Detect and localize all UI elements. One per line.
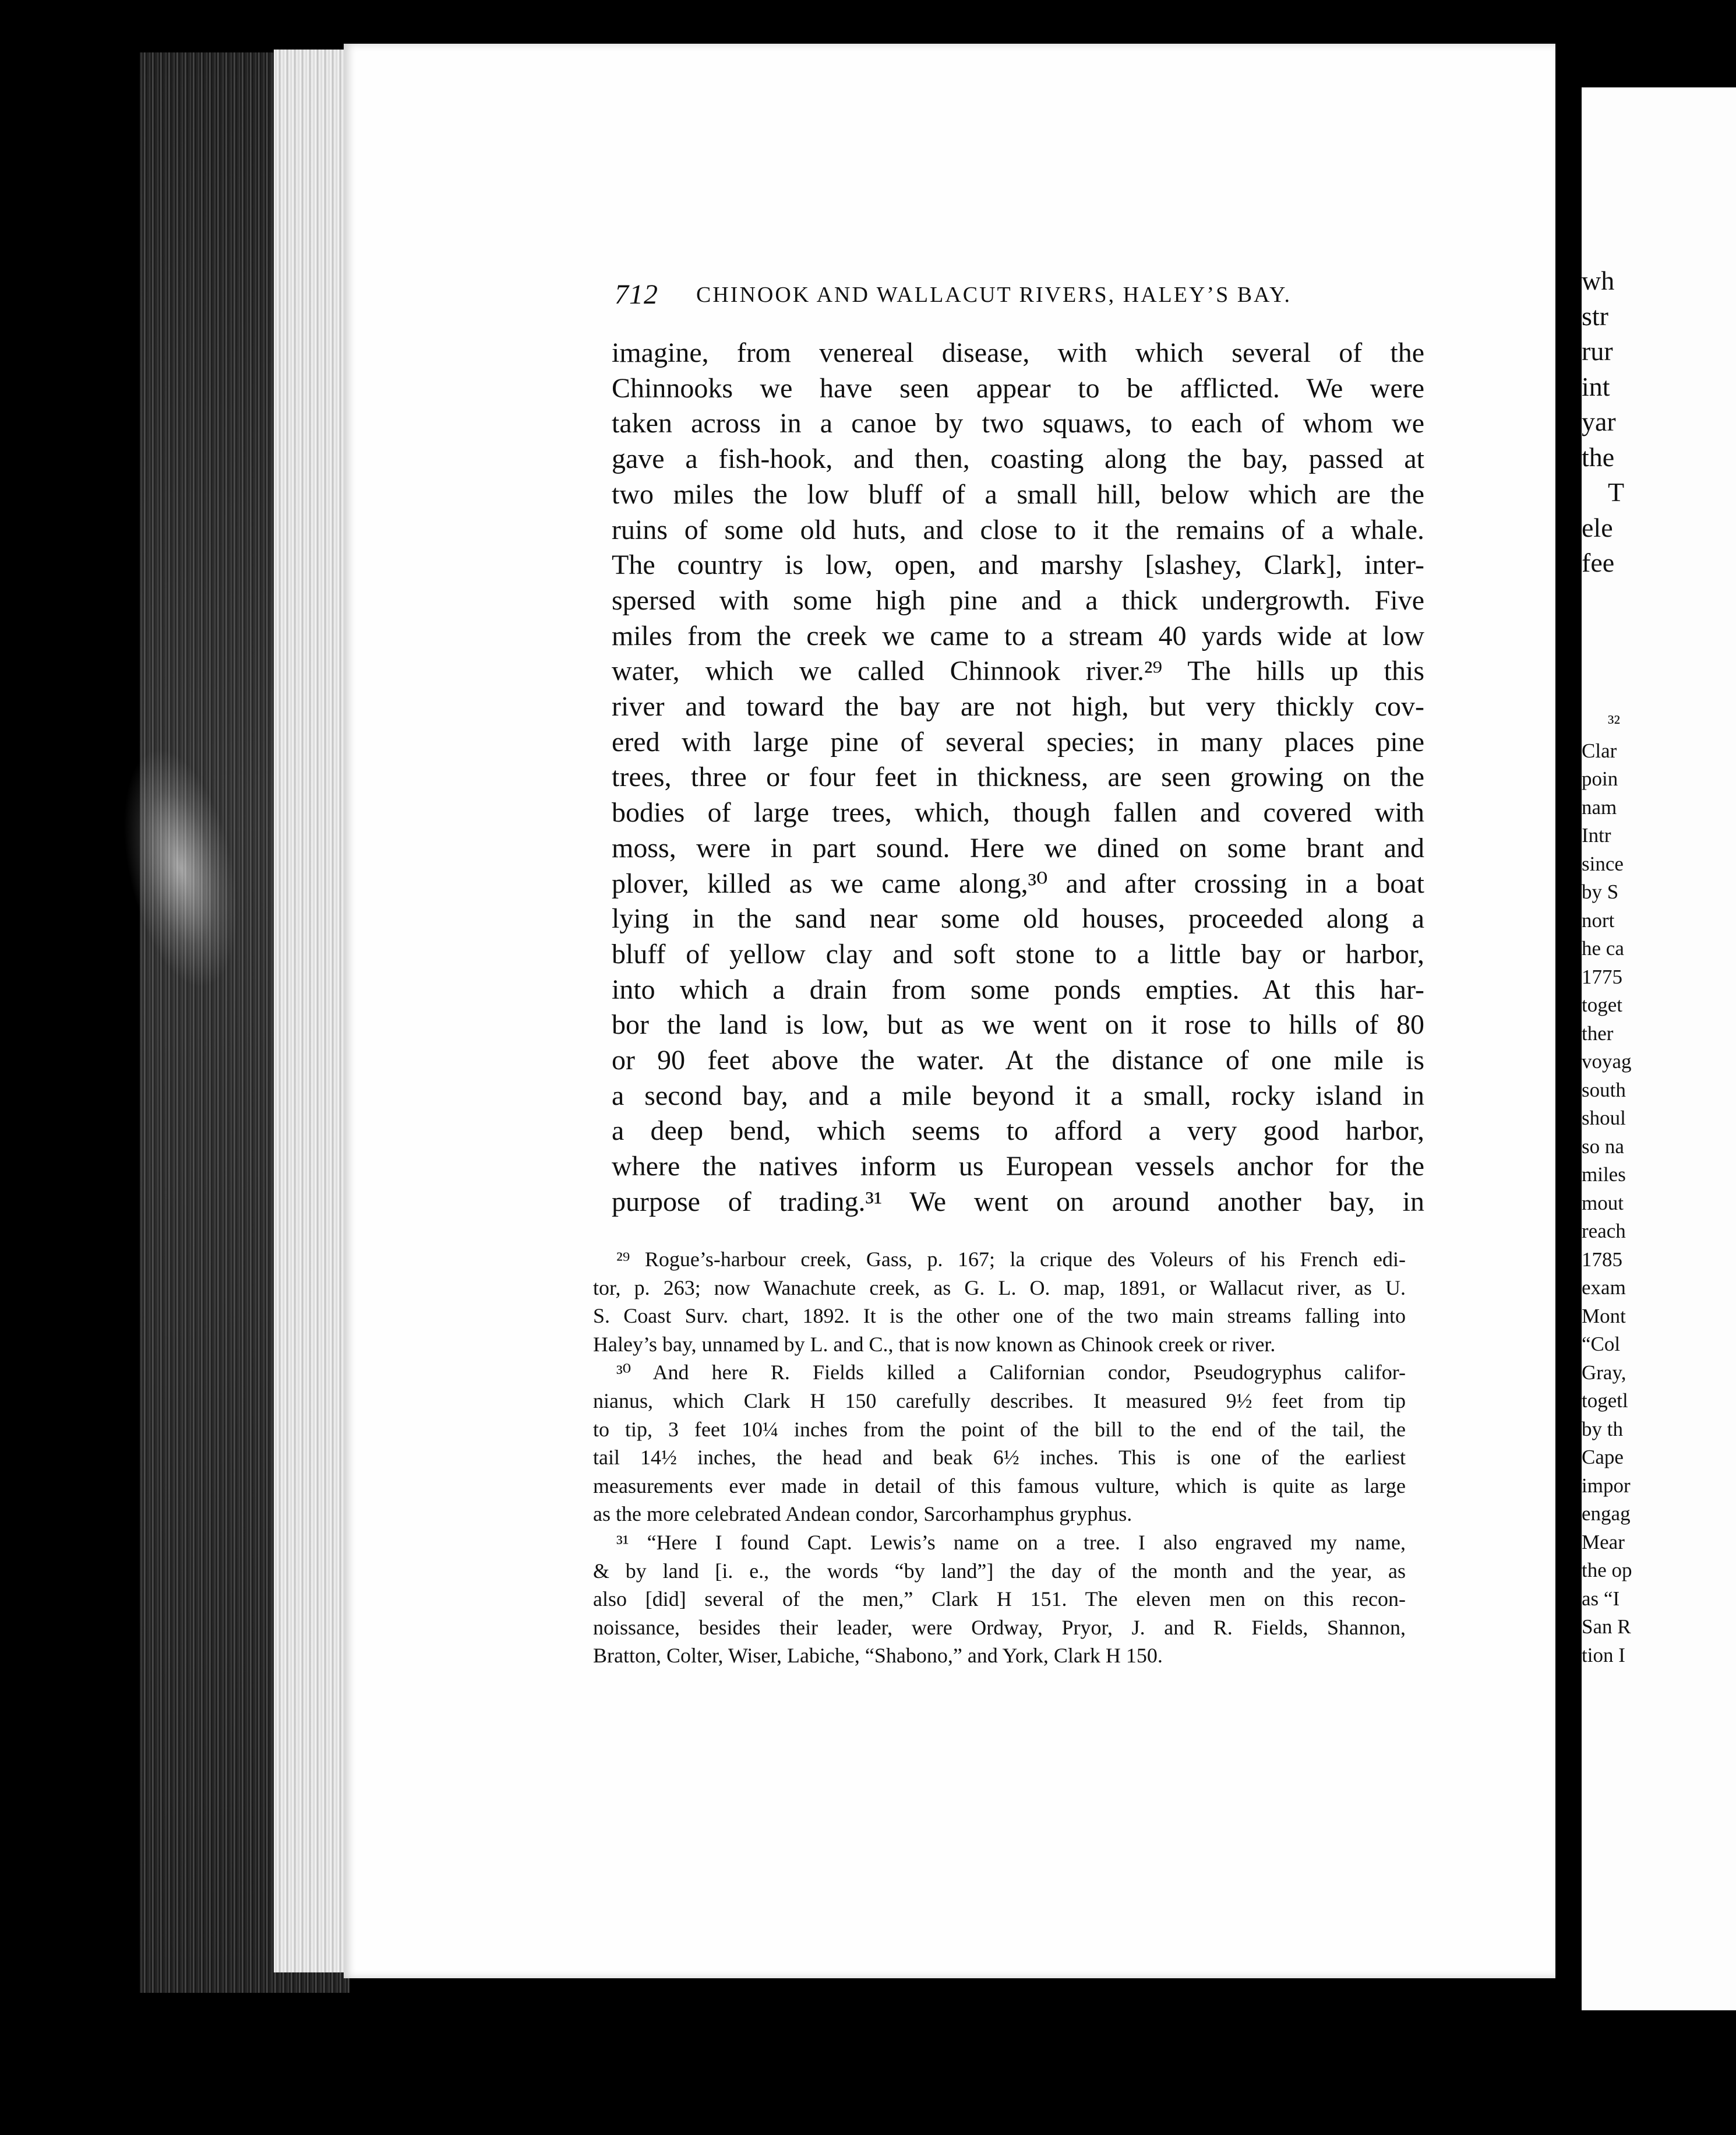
right-page-note-line: ³² bbox=[1608, 711, 1620, 734]
body-line: or 90 feet above the water. At the distance of one mile is bbox=[612, 1045, 1424, 1076]
right-page-note-line: so na bbox=[1582, 1135, 1624, 1158]
footnote-line: S. Coast Surv. chart, 1892. It is the other one of the two main streams falling into bbox=[593, 1304, 1406, 1328]
body-line: moss, were in part sound. Here we dined on some brant and bbox=[612, 832, 1424, 864]
body-line: plover, killed as we came along,³⁰ and after crossing in a boat bbox=[612, 868, 1424, 899]
body-line: a second bay, and a mile beyond it a small, rocky island in bbox=[612, 1080, 1424, 1111]
right-page-line: ele bbox=[1582, 512, 1613, 542]
body-line: bluff of yellow clay and soft stone to a little bay or harbor, bbox=[612, 938, 1424, 970]
right-page-line: T bbox=[1608, 477, 1625, 507]
body-line: lying in the sand near some old houses, proceeded along a bbox=[612, 903, 1424, 935]
right-page-note-line: reach bbox=[1582, 1220, 1626, 1242]
right-page-note-line: 1775 bbox=[1582, 965, 1622, 988]
right-page-note-line: “Col bbox=[1582, 1333, 1621, 1355]
footnote-line: ³¹ “Here I found Capt. Lewis’s name on a tree. I also engraved my name, bbox=[616, 1531, 1406, 1554]
footnote-line: tail 14½ inches, the head and beak 6½ inches. This is one of the earliest bbox=[593, 1446, 1406, 1470]
body-line: ered with large pine of several species; in many places pine bbox=[612, 726, 1424, 758]
body-line: imagine, from venereal disease, with which several of the bbox=[612, 337, 1424, 368]
footnote-line: Bratton, Colter, Wiser, Labiche, “Shabono,” and York, Clark H 150. bbox=[593, 1644, 1163, 1668]
right-page-note-line: exam bbox=[1582, 1276, 1626, 1299]
page-number: 712 bbox=[615, 279, 658, 310]
right-page-note-line: south bbox=[1582, 1078, 1626, 1101]
body-line: purpose of trading.³¹ We went on around another bay, in bbox=[612, 1186, 1424, 1217]
right-page-note-line: engag bbox=[1582, 1502, 1631, 1525]
body-line: river and toward the bay are not high, but very thickly cov- bbox=[612, 691, 1424, 722]
body-line: spersed with some high pine and a thick undergrowth. Five bbox=[612, 584, 1424, 616]
right-page-note-line: Gray, bbox=[1582, 1361, 1626, 1384]
body-line: a deep bend, which seems to afford a very good harbor, bbox=[612, 1115, 1424, 1147]
right-page-note-line: Cape bbox=[1582, 1446, 1624, 1468]
right-page-note-line: impor bbox=[1582, 1474, 1631, 1497]
right-page-note-line: voyag bbox=[1582, 1050, 1632, 1073]
right-page-line: yar bbox=[1582, 407, 1616, 436]
right-page-line: str bbox=[1582, 301, 1608, 331]
footnote-line: nianus, which Clark H 150 carefully describes. It measured 9½ feet from tip bbox=[593, 1389, 1406, 1412]
right-page-note-line: toget bbox=[1582, 993, 1622, 1016]
running-title: CHINOOK AND WALLACUT RIVERS, HALEY’S BAY. bbox=[696, 283, 1292, 307]
right-page-note-line: San R bbox=[1582, 1615, 1631, 1638]
right-page-note-line: Intr bbox=[1582, 824, 1611, 847]
body-line: Chinnooks we have seen appear to be afflicted. We were bbox=[612, 372, 1424, 404]
right-page-note-line: shoul bbox=[1582, 1107, 1626, 1129]
right-page-note-line: he ca bbox=[1582, 937, 1624, 960]
right-page-note-line: by S bbox=[1582, 880, 1619, 903]
body-line: gave a fish-hook, and then, coasting along the bay, passed at bbox=[612, 443, 1424, 475]
footnote-line: ²⁹ Rogue’s-harbour creek, Gass, p. 167; la crique des Voleurs of his French edi- bbox=[616, 1248, 1406, 1271]
right-page-note-line: since bbox=[1582, 852, 1624, 875]
footnote-line: Haley’s bay, unnamed by L. and C., that is now known as Chinook creek or river. bbox=[593, 1332, 1276, 1356]
footnote-line: to tip, 3 feet 10¼ inches from the point of the bill to the end of the tail, the bbox=[593, 1417, 1406, 1441]
footnote-line: measurements ever made in detail of this famous vulture, which is quite as large bbox=[593, 1474, 1406, 1498]
right-page-note-line: Clar bbox=[1582, 739, 1617, 762]
footnote-line: ³⁰ And here R. Fields killed a Californian condor, Pseudogryphus califor- bbox=[616, 1361, 1406, 1384]
right-page-note-line: 1785 bbox=[1582, 1248, 1622, 1271]
body-line: two miles the low bluff of a small hill, below which are the bbox=[612, 478, 1424, 510]
right-page-note-line: Mont bbox=[1582, 1304, 1626, 1327]
right-page-note-line: tion I bbox=[1582, 1643, 1625, 1667]
body-line: bor the land is low, but as we went on it rose to hills of 80 bbox=[612, 1009, 1424, 1041]
body-line: water, which we called Chinnook river.²⁹ The hills up this bbox=[612, 656, 1424, 687]
right-page-note-line: nam bbox=[1582, 795, 1617, 819]
body-line: miles from the creek we came to a stream 40 yards wide at low bbox=[612, 620, 1424, 651]
right-page-note-line: Mear bbox=[1582, 1530, 1625, 1553]
right-page-note-line: ther bbox=[1582, 1021, 1614, 1045]
right-page-note-line: mout bbox=[1582, 1191, 1624, 1214]
right-page-line: the bbox=[1582, 442, 1615, 472]
right-page-note-line: by th bbox=[1582, 1417, 1623, 1440]
right-page-note-line: the op bbox=[1582, 1559, 1632, 1581]
footnote-line: & by land [i. e., the words “by land”] the day of the month and the year, as bbox=[593, 1559, 1406, 1583]
body-line: trees, three or four feet in thickness, are seen growing on the bbox=[612, 762, 1424, 793]
right-page-note-line: miles bbox=[1582, 1163, 1626, 1186]
footnote-line: tor, p. 263; now Wanachute creek, as G. L. O. map, 1891, or Wallacut river, as U. bbox=[593, 1276, 1406, 1299]
body-line: into which a drain from some ponds empties. At this har- bbox=[612, 974, 1424, 1005]
right-page-note-line: as “I bbox=[1582, 1587, 1620, 1610]
body-line: taken across in a canoe by two squaws, to each of whom we bbox=[612, 408, 1424, 439]
body-line: ruins of some old huts, and close to it the remains of a whale. bbox=[612, 514, 1424, 545]
right-page-line: rur bbox=[1582, 336, 1613, 366]
running-header bbox=[615, 279, 1389, 313]
body-line: bodies of large trees, which, though fallen and covered with bbox=[612, 797, 1424, 829]
footnote-line: also [did] several of the men,” Clark H 151. The eleven men on this recon- bbox=[593, 1587, 1406, 1611]
body-line: where the natives inform us European vessels anchor for the bbox=[612, 1151, 1424, 1182]
right-page-line: int bbox=[1582, 371, 1610, 401]
body-line: The country is low, open, and marshy [slashey, Clark], inter- bbox=[612, 549, 1424, 581]
right-page-line: fee bbox=[1582, 548, 1615, 577]
footnote-line: noissance, besides their leader, were Ordway, Pryor, J. and R. Fields, Shannon, bbox=[593, 1615, 1406, 1639]
right-page-note-line: togetl bbox=[1582, 1389, 1628, 1412]
footnote-line: as the more celebrated Andean condor, Sarcorhamphus gryphus. bbox=[593, 1502, 1132, 1526]
right-page bbox=[1582, 87, 1736, 2010]
right-page-note-line: poin bbox=[1582, 767, 1618, 790]
right-page-line: wh bbox=[1582, 266, 1615, 295]
right-page-note-line: nort bbox=[1582, 908, 1615, 932]
